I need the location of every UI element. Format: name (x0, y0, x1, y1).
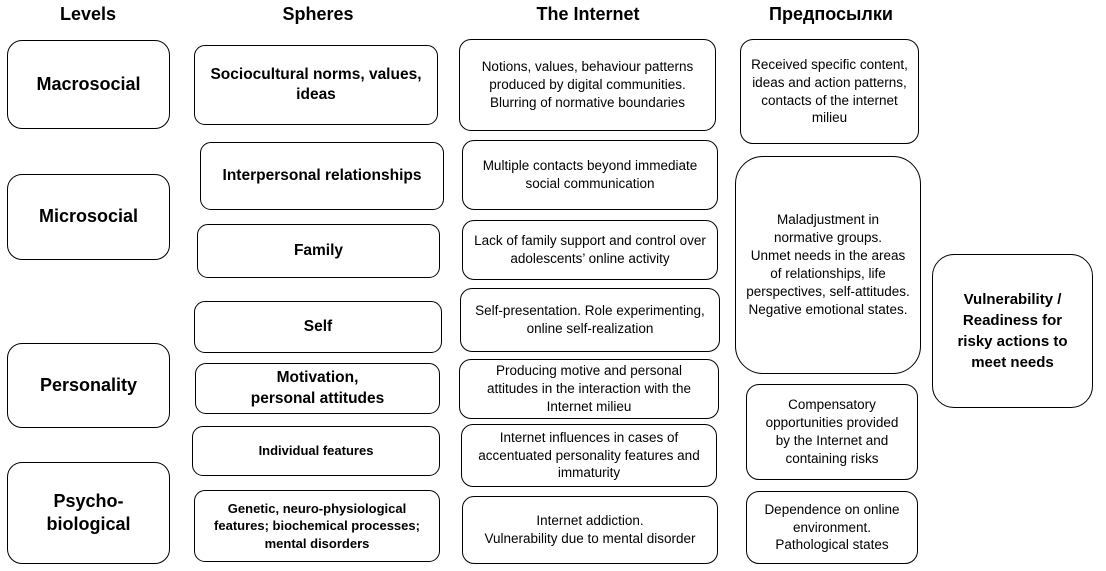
level-psychobiological-label: Psycho- biological (46, 490, 131, 534)
internet-motive (459, 359, 719, 419)
sphere-motivation-label: Motivation, personal attitudes (250, 369, 385, 407)
sphere-motivation (195, 363, 440, 414)
precondition-maladjustment-label: Maladjustment in normative groups. Unmet needs in the areas of relationships, life perspectives, self-attitudes. Negative emotional states. (746, 212, 910, 317)
sphere-genetic-label: Genetic, neuro-physiological features; biochemical processes; mental disorders (214, 500, 420, 551)
precondition-dependence-label: Dependence on online environment. Pathological states (764, 501, 900, 553)
sphere-family (197, 224, 440, 278)
level-psychobiological (7, 462, 170, 564)
sphere-interpersonal-label: Interpersonal relationships (222, 166, 422, 184)
internet-self-presentation (460, 288, 720, 352)
outcome-vulnerability (932, 254, 1093, 408)
internet-contacts (462, 140, 718, 210)
level-personality-label: Personality (39, 374, 138, 395)
sphere-genetic (194, 490, 440, 562)
internet-notions (459, 39, 716, 131)
precondition-dependence (746, 491, 918, 564)
sphere-individual-features-label: Individual features (258, 443, 374, 459)
header-internet: The Internet (536, 4, 640, 24)
precondition-compensatory-label: Compensatory opportunities provided by the Internet and containing risks (765, 397, 899, 466)
internet-contacts-label: Multiple contacts beyond immediate social communication (482, 158, 698, 191)
internet-influences-label: Internet influences in cases of accentuated personality features and immaturity (478, 429, 700, 481)
header-spheres: Spheres (282, 4, 354, 24)
precondition-compensatory (746, 384, 918, 480)
internet-addiction (462, 496, 718, 564)
level-microsocial (7, 174, 170, 260)
sphere-interpersonal (200, 142, 444, 210)
level-macrosocial (7, 40, 170, 129)
internet-influences (461, 424, 717, 487)
internet-motive-label: Producing motive and personal attitudes in the interaction with the Internet milieu (486, 363, 692, 414)
internet-notions-label: Notions, values, behaviour patterns produced by digital communities. Blurring of normative boundaries (481, 59, 694, 110)
outcome-vulnerability-label: Vulnerability / Readiness for risky actions to meet needs (957, 291, 1068, 371)
precondition-received-label: Received specific content, ideas and action patterns, contacts of the internet milieu (751, 56, 908, 126)
sphere-self (194, 301, 442, 353)
level-personality (7, 343, 170, 428)
internet-family-support (462, 220, 718, 280)
internet-family-support-label: Lack of family support and control over adolescents’ online activity (474, 233, 706, 266)
precondition-received (740, 39, 919, 144)
header-levels: Levels (59, 4, 117, 24)
sphere-sociocultural-label: Sociocultural norms, values, ideas (210, 65, 422, 103)
sphere-family-label: Family (293, 241, 344, 259)
header-preconditions: Предпосылки (769, 4, 893, 24)
sphere-sociocultural (194, 45, 438, 125)
level-macrosocial-label: Macrosocial (36, 73, 141, 94)
sphere-self-label: Self (303, 317, 333, 335)
precondition-maladjustment (735, 156, 921, 374)
sphere-individual-features (192, 426, 440, 476)
internet-addiction-label: Internet addiction. Vulnerability due to mental disorder (484, 513, 696, 546)
level-microsocial-label: Microsocial (38, 206, 139, 227)
internet-self-presentation-label: Self-presentation. Role experimenting, online self-realization (475, 303, 705, 336)
